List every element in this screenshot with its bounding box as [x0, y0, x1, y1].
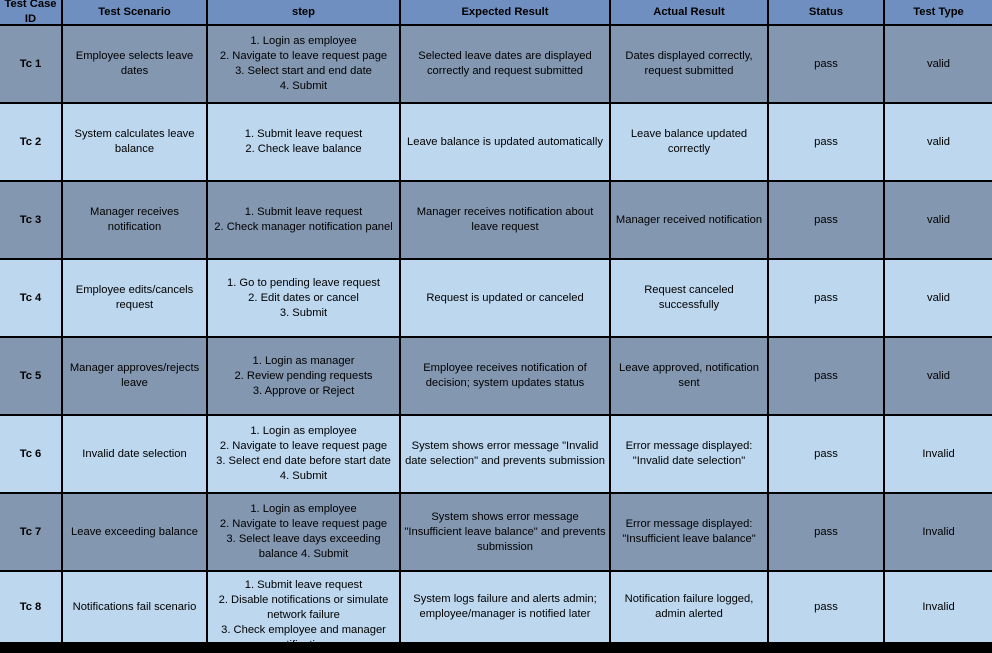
table-cell-test-scenario: Manager receives notification: [63, 182, 206, 258]
step-line: 2. Review pending requests: [234, 369, 373, 382]
table-cell-status: pass: [769, 260, 883, 336]
table-cell-test-case-id: Tc 1: [0, 26, 61, 102]
table-cell-expected-result: Leave balance is updated automatically: [401, 104, 609, 180]
table-cell-actual-result: Error message displayed: "Insufficient leave balance": [611, 494, 767, 570]
step-line: 1. Login as employee: [250, 425, 357, 437]
step-line: 1. Submit leave request: [244, 579, 363, 591]
table-cell-status: pass: [769, 182, 883, 258]
table-cell-expected-result: System shows error message "Invalid date selection" and prevents submission: [401, 416, 609, 492]
table-cell-test-scenario: Manager approves/rejects leave: [63, 338, 206, 414]
table-cell-test-case-id: Tc 7: [0, 494, 61, 570]
table-cell-test-case-id: Tc 6: [0, 416, 61, 492]
step-line: 3. Select end date before start date: [216, 455, 391, 467]
step-line: 3. Check employee and manager notifications: [221, 624, 386, 651]
header-test-scenario: Test Scenario: [63, 0, 206, 24]
step-line: 3. Submit: [279, 306, 328, 319]
table-cell-step: [208, 26, 399, 102]
table-cell-actual-result: Dates displayed correctly, request submitted: [611, 26, 767, 102]
table-cell-status: pass: [769, 416, 883, 492]
table-cell-actual-result: Notification failure logged, admin alerted: [611, 572, 767, 642]
header-actual-result: Actual Result: [611, 0, 767, 24]
step-line: 2. Navigate to leave request page: [219, 440, 388, 452]
table-cell-test-case-id: Tc 5: [0, 338, 61, 414]
table-cell-step: [208, 416, 399, 492]
step-line: 1. Submit leave request: [244, 128, 363, 140]
table-cell-test-type: valid: [885, 260, 992, 336]
table-cell-step: [208, 260, 399, 336]
header-step: step: [208, 0, 399, 24]
table-cell-test-scenario: Leave exceeding balance: [63, 494, 206, 570]
table-cell-test-case-id: Tc 4: [0, 260, 61, 336]
table-cell-test-type: valid: [885, 26, 992, 102]
table-cell-step: [208, 182, 399, 258]
table-cell-step: [208, 104, 399, 180]
table-cell-test-scenario: Employee selects leave dates: [63, 26, 206, 102]
step-line: 1. Login as manager: [252, 354, 355, 367]
table-cell-test-type: Invalid: [885, 572, 992, 642]
step-line: 1. Submit leave request: [244, 206, 363, 218]
step-line: 2. Edit dates or cancel: [248, 291, 359, 304]
step-line: 1. Go to pending leave request: [226, 276, 380, 289]
step-line: 4. Submit: [279, 470, 328, 482]
header-test-type: Test Type: [885, 0, 992, 24]
table-cell-actual-result: Request canceled successfully: [611, 260, 767, 336]
step-line: 2. Check leave balance: [245, 143, 362, 155]
step-line: 2. Disable notifications or simulate network failure: [218, 594, 389, 621]
table-cell-expected-result: Selected leave dates are displayed correctly and request submitted: [401, 26, 609, 102]
table-cell-test-type: valid: [885, 338, 992, 414]
table-cell-status: pass: [769, 572, 883, 642]
header-status: Status: [769, 0, 883, 24]
table-cell-step: [208, 494, 399, 570]
table-cell-test-type: valid: [885, 104, 992, 180]
table-cell-status: pass: [769, 494, 883, 570]
table-cell-actual-result: Manager received notification: [611, 182, 767, 258]
table-cell-expected-result: Manager receives notification about leave request: [401, 182, 609, 258]
table-cell-test-scenario: System calculates leave balance: [63, 104, 206, 180]
table-cell-expected-result: System shows error message "Insufficient leave balance" and prevents submission: [401, 494, 609, 570]
table-cell-expected-result: Employee receives notification of decision; system updates status: [401, 338, 609, 414]
step-line: 2. Check manager notification panel: [214, 221, 393, 233]
table-cell-step: [208, 338, 399, 414]
table-cell-test-scenario: Employee edits/cancels request: [63, 260, 206, 336]
step-line: 2. Navigate to leave request page: [219, 50, 388, 62]
table-cell-test-scenario: Invalid date selection: [63, 416, 206, 492]
table-cell-test-case-id: Tc 2: [0, 104, 61, 180]
step-line: 3. Select leave days exceeding balance 4. Submit: [226, 533, 381, 560]
step-line: 2. Navigate to leave request page: [219, 518, 388, 530]
table-cell-test-scenario: Notifications fail scenario: [63, 572, 206, 642]
step-line: 1. Login as employee: [250, 503, 357, 515]
table-cell-actual-result: Leave approved, notification sent: [611, 338, 767, 414]
step-line: 3. Select start and end date: [235, 65, 372, 77]
table-cell-test-type: valid: [885, 182, 992, 258]
table-cell-test-case-id: Tc 3: [0, 182, 61, 258]
header-expected-result: Expected Result: [401, 0, 609, 24]
step-line: 1. Login as employee: [250, 35, 357, 47]
table-cell-expected-result: System logs failure and alerts admin; employee/manager is notified later: [401, 572, 609, 642]
table-cell-test-case-id: Tc 8: [0, 572, 61, 642]
header-test-case-id: Test Case ID: [0, 0, 61, 24]
table-cell-test-type: Invalid: [885, 494, 992, 570]
table-cell-status: pass: [769, 104, 883, 180]
table-cell-test-type: Invalid: [885, 416, 992, 492]
table-cell-actual-result: Error message displayed: "Invalid date selection": [611, 416, 767, 492]
table-cell-actual-result: Leave balance updated correctly: [611, 104, 767, 180]
step-line: 4. Submit: [279, 80, 328, 92]
step-line: 3. Approve or Reject: [252, 384, 355, 397]
table-cell-status: pass: [769, 26, 883, 102]
table-cell-status: pass: [769, 338, 883, 414]
table-cell-expected-result: Request is updated or canceled: [401, 260, 609, 336]
table-cell-step: [208, 572, 399, 651]
